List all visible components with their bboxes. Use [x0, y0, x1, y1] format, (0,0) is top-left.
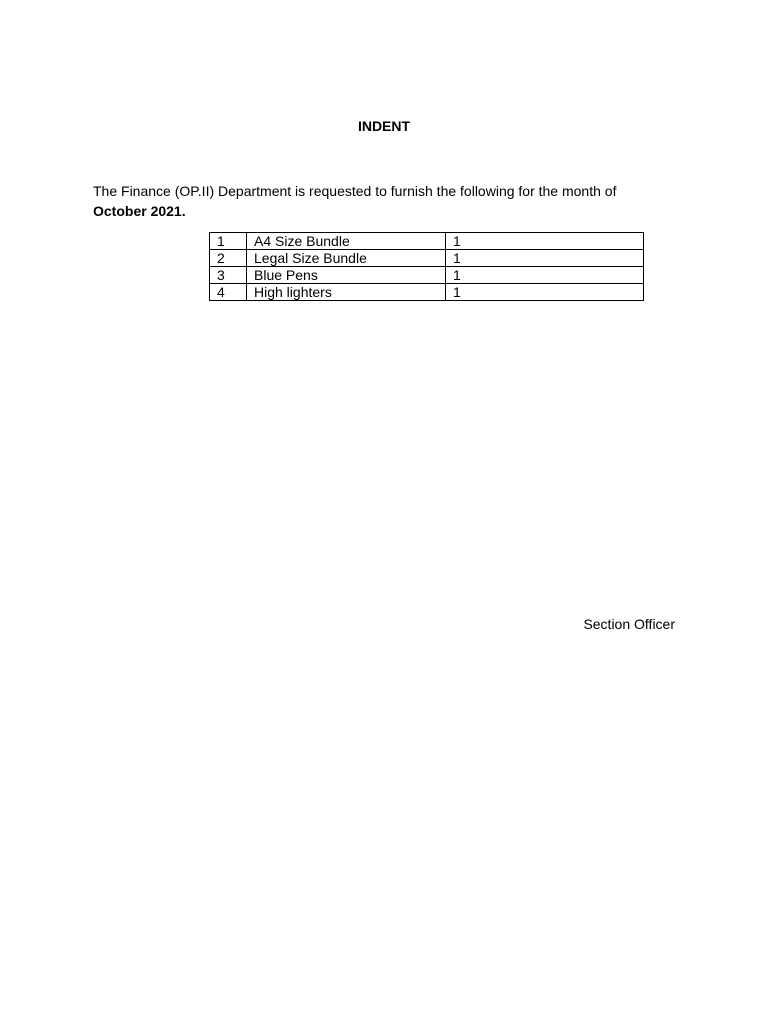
signature-label: Section Officer: [583, 616, 675, 632]
item-quantity: 1: [446, 250, 644, 267]
month-label: October 2021.: [93, 203, 186, 219]
items-table: [209, 232, 644, 301]
item-name: High lighters: [247, 284, 446, 301]
item-quantity: 1: [446, 267, 644, 284]
item-name: Blue Pens: [247, 267, 446, 284]
table-row: [210, 284, 644, 301]
item-number: 3: [210, 267, 247, 284]
table-row: [210, 233, 644, 250]
item-name: A4 Size Bundle: [247, 233, 446, 250]
table-row: [210, 267, 644, 284]
document-title: INDENT: [357, 118, 411, 134]
intro-paragraph: [93, 181, 693, 221]
table-row: [210, 250, 644, 267]
item-quantity: 1: [446, 233, 644, 250]
intro-text: The Finance (OP.II) Department is requested to furnish the following for the month of: [93, 183, 617, 199]
item-number: 4: [210, 284, 247, 301]
item-quantity: 1: [446, 284, 644, 301]
item-name: Legal Size Bundle: [247, 250, 446, 267]
item-number: 1: [210, 233, 247, 250]
item-number: 2: [210, 250, 247, 267]
